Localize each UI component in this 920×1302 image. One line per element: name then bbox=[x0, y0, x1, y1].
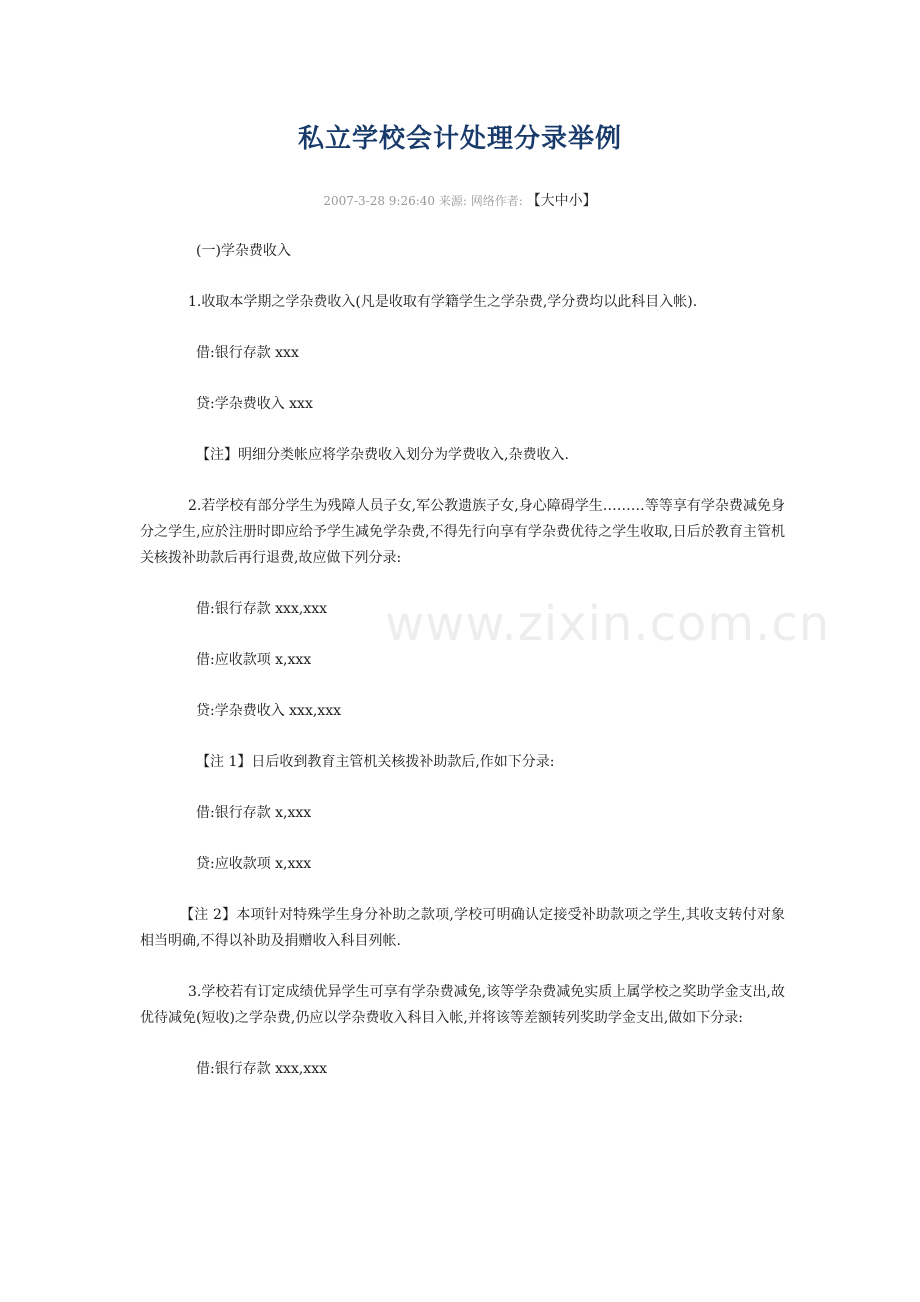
entry-debit: 借:银行存款 xxx,xxx bbox=[196, 601, 327, 617]
publish-info: 2007-3-28 9:26:40 来源: 网络作者: bbox=[323, 194, 523, 208]
note-2: 【注 2】本项针对特殊学生身分补助之款项,学校可明确认定接受补助款项之学生,其收支转付对象相当明确,不得以补助及捐赠收入科目列帐. bbox=[140, 907, 785, 949]
watermark: www.zixin.com.cn bbox=[385, 596, 831, 652]
entry-debit: 借:银行存款 xxx bbox=[196, 345, 299, 361]
font-size-control[interactable]: 【大中小】 bbox=[526, 193, 597, 209]
article-body bbox=[140, 238, 785, 1107]
entry-debit: 借:银行存款 x,xxx bbox=[196, 805, 312, 821]
paragraph-item-1: 1.收取本学期之学杂费收入(凡是收取有学籍学生之学杂费,学分费均以此科目入帐). bbox=[188, 294, 698, 310]
entry-debit: 借:银行存款 xxx,xxx bbox=[196, 1061, 327, 1077]
entry-credit: 贷:学杂费收入 xxx,xxx bbox=[196, 703, 341, 719]
article-title: 私立学校会计处理分录举例 bbox=[297, 124, 622, 154]
paragraph-item-2: 2.若学校有部分学生为残障人员子女,军公教遗族子女,身心障碍学生………等等享有学杂费减免身分之学生,应於注册时即应给予学生减免学杂费,不得先行向享有学杂费优待之学生收取,日后於教育主管机关核拨补助款后再行退费,故应做下列分录: bbox=[140, 498, 785, 566]
paragraph-item-3: 3.学校若有订定成绩优异学生可享有学杂费减免,该等学杂费减免实质上属学校之奖助学金支出,故优待减免(短收)之学杂费,仍应以学杂费收入科目入帐,并将该等差额转列奖助学金支出,做如下分录: bbox=[140, 984, 785, 1026]
note-1: 【注 1】日后收到教育主管机关核拨补助款后,作如下分录: bbox=[196, 754, 555, 770]
entry-credit: 贷:应收款项 x,xxx bbox=[196, 856, 312, 872]
entry-debit: 借:应收款项 x,xxx bbox=[196, 652, 312, 668]
article-meta bbox=[0, 190, 920, 210]
entry-credit: 贷:学杂费收入 xxx bbox=[196, 396, 313, 412]
note: 【注】明细分类帐应将学杂费收入划分为学费收入,杂费收入. bbox=[196, 447, 569, 463]
section-heading: (一)学杂费收入 bbox=[196, 243, 291, 259]
